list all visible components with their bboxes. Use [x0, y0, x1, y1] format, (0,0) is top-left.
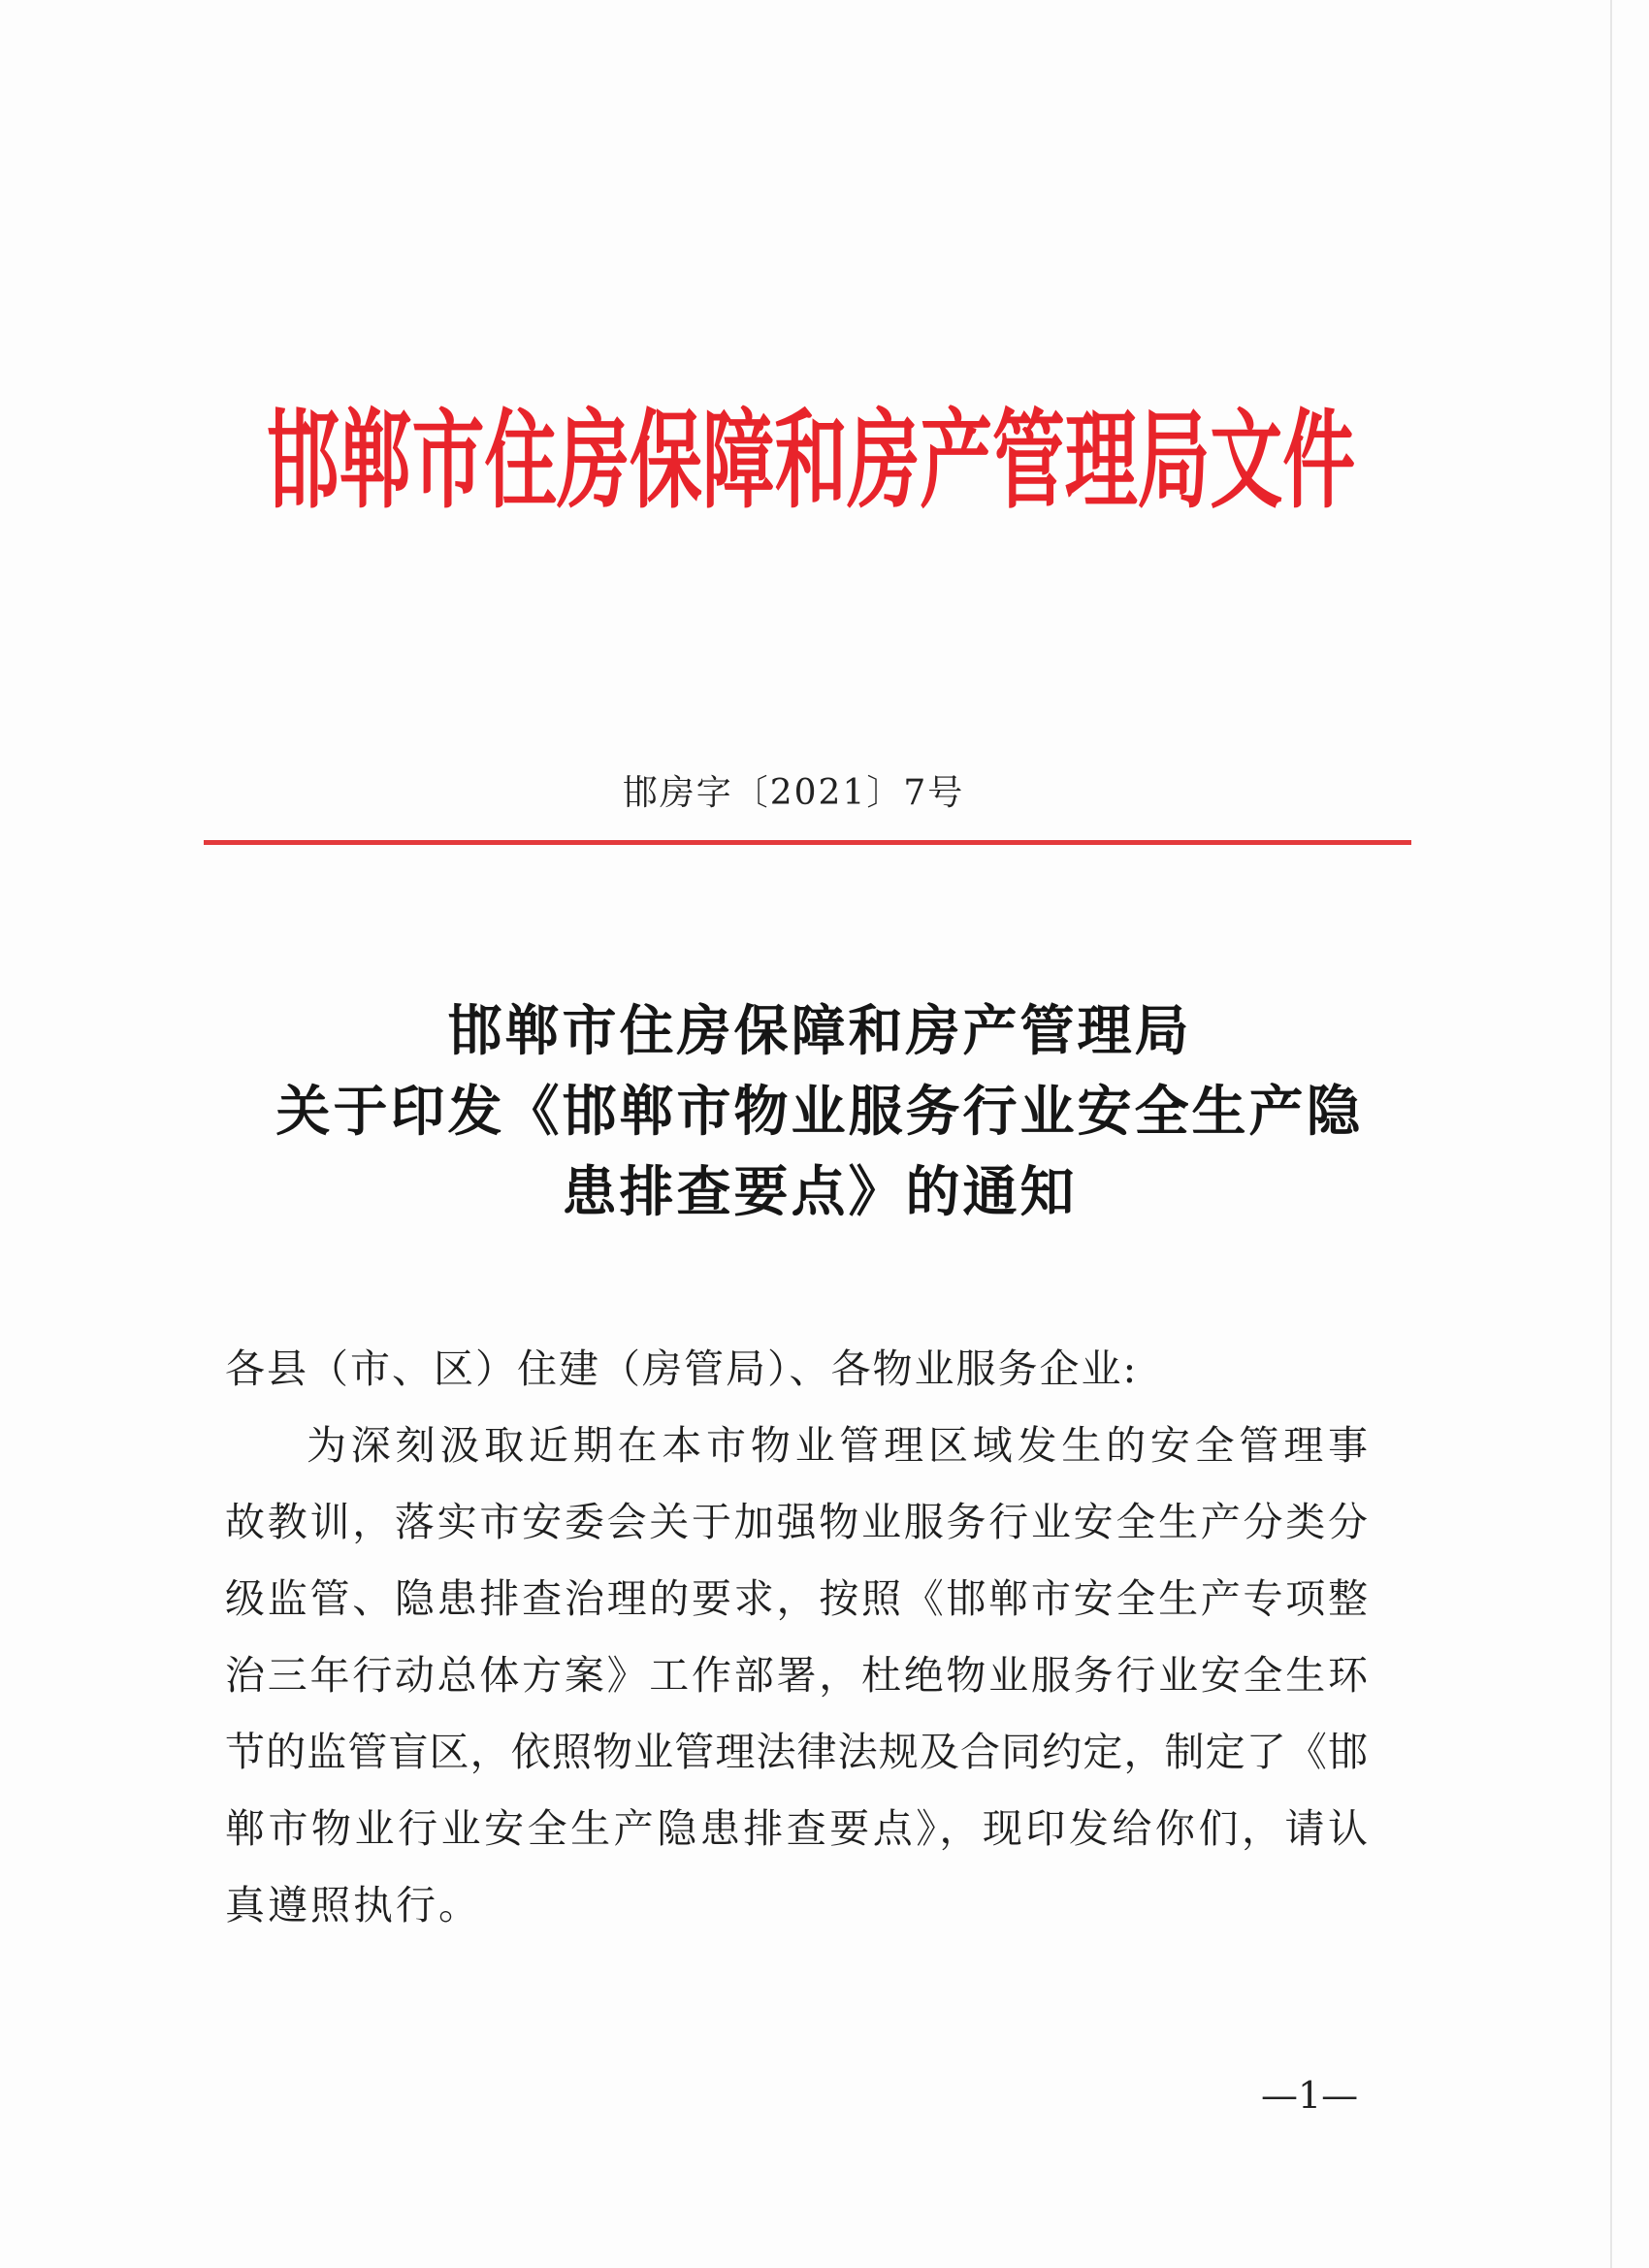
title-line: 患排查要点》的通知 [562, 1160, 1078, 1224]
red-letterhead-title: 邯郸市住房保障和房产管理局文件 [267, 398, 1355, 523]
body-line: 真遵照执行。 [225, 1882, 481, 1928]
title-line: 关于印发《邯郸市物业服务行业安全生产隐 [275, 1080, 1364, 1144]
title-line: 邯郸市住房保障和房产管理局 [447, 999, 1192, 1063]
body-line: 郸市物业行业安全生产隐患排查要点》，现印发给你们，请认 [225, 1805, 1368, 1852]
body-line: 节的监管盲区，依照物业管理法律法规及合同约定，制定了《邯 [225, 1729, 1368, 1775]
notice-body [225, 1331, 1368, 1944]
scan-edge-line [1610, 0, 1612, 2268]
body-line: 故教训，落实市安委会关于加强物业服务行业安全生产分类分 [225, 1499, 1368, 1545]
red-divider-line [204, 840, 1411, 845]
body-line: 治三年行动总体方案》工作部署，杜绝物业服务行业安全生环 [225, 1652, 1368, 1699]
body-line: 为深刻汲取近期在本市物业管理区域发生的安全管理事 [307, 1422, 1368, 1469]
notice-title [194, 991, 1445, 1233]
document-number: 邯房字〔2021〕7号 [622, 773, 965, 813]
body-line: 级监管、隐患排查治理的要求，按照《邯郸市安全生产专项整 [225, 1575, 1368, 1622]
salutation: 各县（市、区）住建（房管局）、各物业服务企业: [225, 1345, 1139, 1392]
page-number: —1— [1261, 2074, 1359, 2117]
